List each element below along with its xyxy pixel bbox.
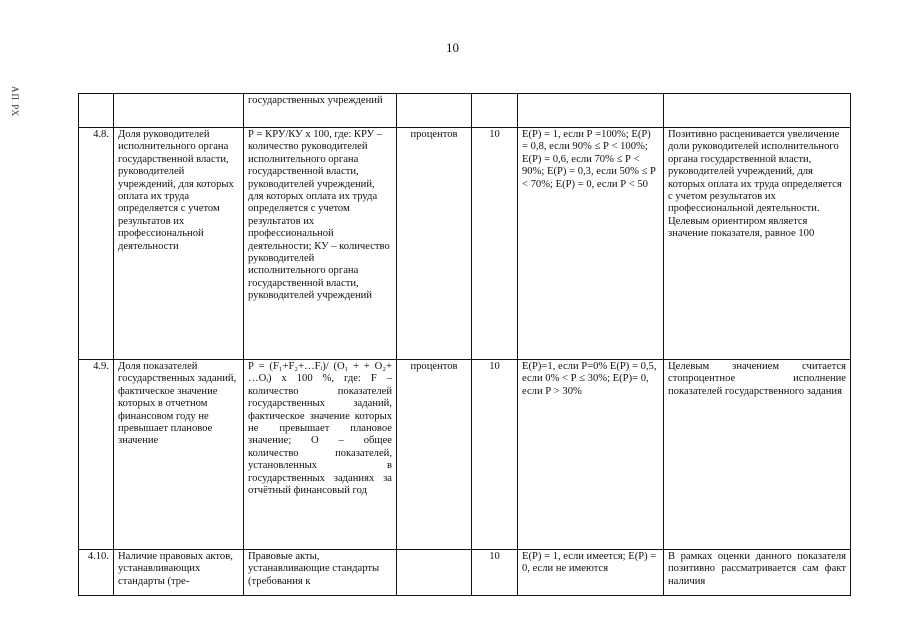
row-number: 4.10. bbox=[79, 550, 114, 596]
row-number: 4.8. bbox=[79, 128, 114, 360]
indicator-unit bbox=[397, 94, 472, 128]
indicator-comment: Позитивно расценивается увеличение доли руководителей исполнительного органа государственной власти, руководителей учреждений, для которых оплата их труда определяется с учетом результатов их профессиональной деятельности. Целевым ориентиром является значение показателя, равное 100 bbox=[664, 128, 851, 360]
indicator-formula: Правовые акты, устанавливающие стандарты (требования к bbox=[244, 550, 397, 596]
margin-stamp: АП РХ bbox=[10, 86, 20, 118]
table-row bbox=[79, 360, 851, 550]
indicator-weight bbox=[472, 94, 518, 128]
indicator-formula: Р = КРУ/КУ х 100, где: КРУ – количество руководителей исполнительного органа государственной власти, руководителей учреждений, для которых оплата их труда определяется с учетом результатов их профессиональной деятельности; КУ – количество руководителей исполнительного органа государственной власти, руководителей учреждений bbox=[244, 128, 397, 360]
row-number: 4.9. bbox=[79, 360, 114, 550]
indicator-scale bbox=[518, 94, 664, 128]
indicator-unit: процентов bbox=[397, 128, 472, 360]
indicator-weight: 10 bbox=[472, 360, 518, 550]
indicator-weight: 10 bbox=[472, 550, 518, 596]
indicator-formula: Р = (F₁+F₂+…Fᵢ)/ (O₁ + + O₂+ …Oᵢ) х 100 %, где: F – количество показателей государственных заданий, фактическое значение которых не превышает плановое значение; О – общее количество показателей, установленных в государственных заданиях за отчётный финансовый год bbox=[244, 360, 397, 550]
indicators-table bbox=[78, 93, 851, 596]
indicator-name: Наличие правовых актов, устанавливающих стандарты (тре- bbox=[114, 550, 244, 596]
table-row bbox=[79, 94, 851, 128]
indicator-comment bbox=[664, 94, 851, 128]
table-row bbox=[79, 128, 851, 360]
indicator-formula: государственных учреждений bbox=[244, 94, 397, 128]
table-row bbox=[79, 550, 851, 596]
indicator-unit bbox=[397, 550, 472, 596]
page-number: 10 bbox=[446, 40, 459, 55]
indicator-name: Доля руководителей исполнительного органа государственной власти, руководителей учреждений, для которых оплата их труда определяется с учетом результатов их профессиональной деятельности bbox=[114, 128, 244, 360]
indicator-name: Доля показателей государственных заданий, фактическое значение которых в отчетном финансовом году не превышает плановое значение bbox=[114, 360, 244, 550]
indicator-scale: Е(Р) = 1, если имеется; Е(Р) = 0, если не имеются bbox=[518, 550, 664, 596]
indicator-comment: Целевым значением считается стопроцентное исполнение показателей государственного задания bbox=[664, 360, 851, 550]
indicator-scale: Е(Р) = 1, если Р =100%; Е(Р) = 0,8, если 90% ≤ Р < 100%; Е(Р) = 0,6, если 70% ≤ Р < 90%; Е(Р) = 0,3, если 50% ≤ Р < 70%; Е(Р) = 0, если Р < 50 bbox=[518, 128, 664, 360]
indicator-weight: 10 bbox=[472, 128, 518, 360]
row-number bbox=[79, 94, 114, 128]
indicator-comment: В рамках оценки данного показателя позитивно рассматривается сам факт наличия bbox=[664, 550, 851, 596]
indicator-scale: Е(Р)=1, если Р=0% Е(Р) = 0,5, если 0% < Р ≤ 30%; Е(Р)= 0, если Р > 30% bbox=[518, 360, 664, 550]
indicator-unit: процентов bbox=[397, 360, 472, 550]
indicator-name bbox=[114, 94, 244, 128]
